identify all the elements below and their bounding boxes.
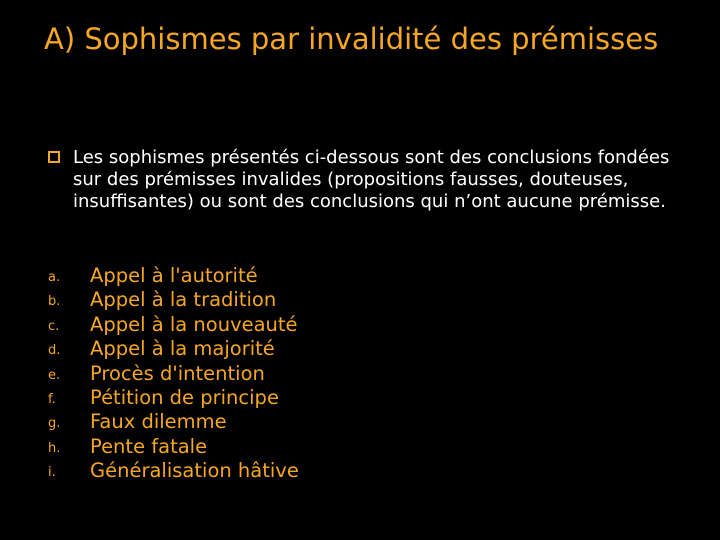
list-item xyxy=(48,386,648,410)
list-marker: e. xyxy=(48,367,61,383)
sophism-list xyxy=(48,264,648,484)
slide-title: A) Sophismes par invalidité des prémisses xyxy=(44,22,659,56)
list-marker: f. xyxy=(48,391,56,407)
list-item-label: Procès d'intention xyxy=(90,361,265,385)
list-marker: c. xyxy=(48,318,60,334)
list-marker: a. xyxy=(48,270,61,285)
square-bullet-icon xyxy=(48,151,60,163)
list-item-label: Appel à la majorité xyxy=(90,337,275,361)
list-item-label: Pétition de principe xyxy=(90,385,279,409)
list-marker: b. xyxy=(48,294,61,310)
list-item-label: Pente fatale xyxy=(90,434,208,458)
list-item-label: Faux dilemme xyxy=(90,410,227,434)
list-item xyxy=(48,264,648,288)
list-item xyxy=(48,337,648,361)
list-marker: g. xyxy=(48,416,61,432)
list-item-label: Appel à la nouveauté xyxy=(90,312,298,336)
intro-bullet xyxy=(48,147,688,213)
list-item xyxy=(48,288,648,312)
list-item-label: Généralisation hâtive xyxy=(90,459,299,483)
list-item xyxy=(48,435,648,459)
list-item xyxy=(48,410,648,434)
list-item-label: Appel à la tradition xyxy=(90,288,277,312)
list-item xyxy=(48,362,648,386)
list-marker: h. xyxy=(48,440,61,456)
list-item-label: Appel à l'autorité xyxy=(90,264,258,287)
list-item xyxy=(48,313,648,337)
list-item xyxy=(48,459,648,483)
intro-text: Les sophismes présentés ci-dessous sont des conclusions fondées sur des prémisses invalides (propositions fausses, douteuses, insuffisantes) ou sont des conclusions qui n’ont aucune prémisse. xyxy=(73,147,670,212)
list-marker: i. xyxy=(48,465,56,481)
list-marker: d. xyxy=(48,343,61,359)
